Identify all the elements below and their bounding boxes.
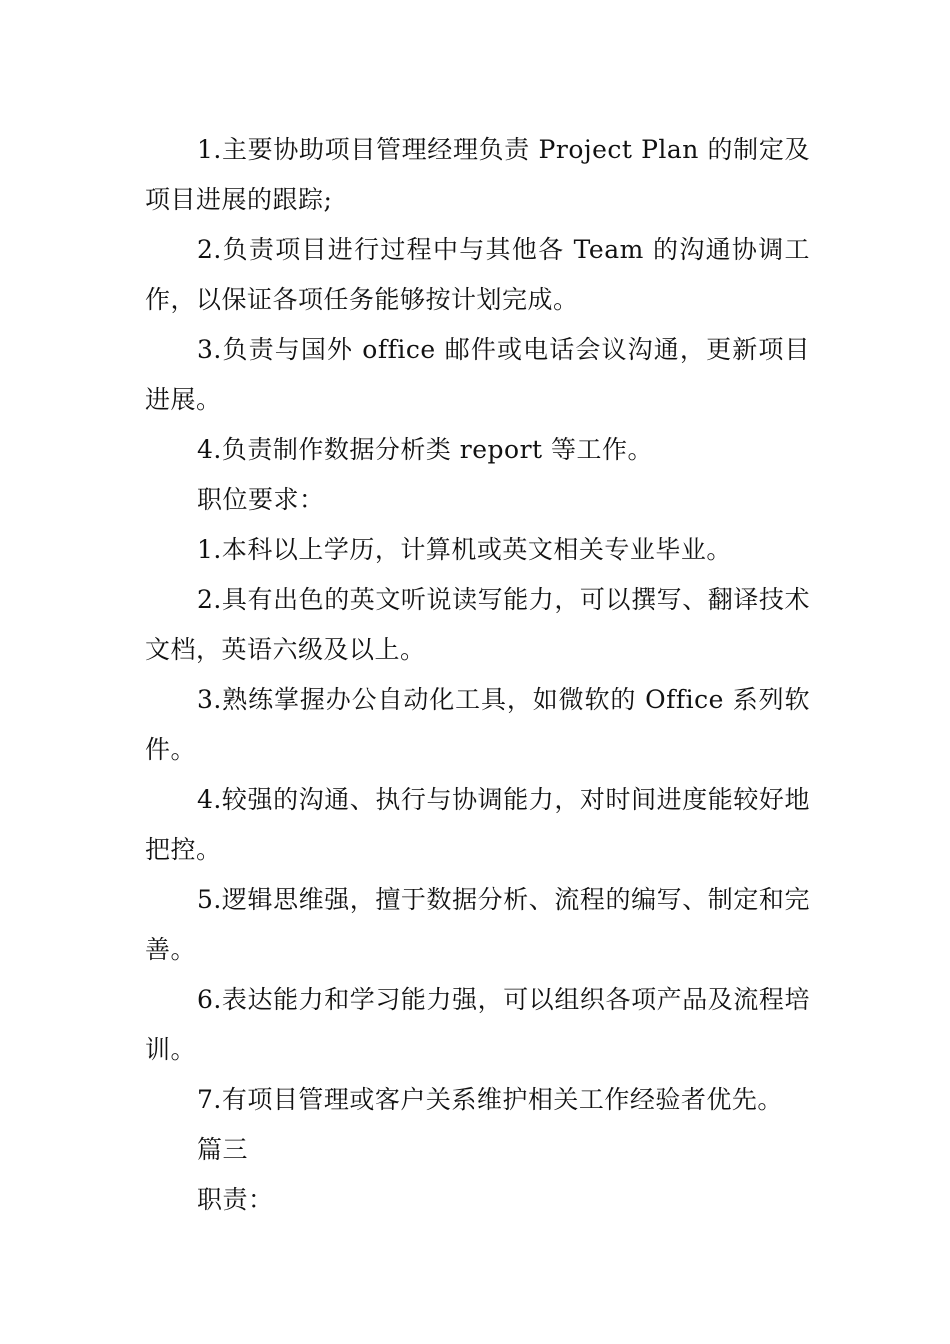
requirement-item-3: 3.熟练掌握办公自动化工具，如微软的 Office 系列软件。	[145, 685, 810, 764]
requirement-item-2: 2.具有出色的英文听说读写能力，可以撰写、翻译技术文档，英语六级及以上。	[145, 585, 810, 664]
document-page	[145, 125, 810, 1225]
requirement-item-7: 7.有项目管理或客户关系维护相关工作经验者优先。	[197, 1085, 783, 1114]
duty-item-4: 4.负责制作数据分析类 report 等工作。	[197, 435, 654, 464]
requirement-item-5: 5.逻辑思维强，擅于数据分析、流程的编写、制定和完善。	[145, 885, 810, 964]
requirements-heading: 职位要求：	[197, 485, 325, 514]
duties-heading: 职责：	[197, 1185, 274, 1214]
duty-item-1: 1.主要协助项目管理经理负责 Project Plan 的制定及项目进展的跟踪;	[145, 135, 810, 214]
requirement-item-4: 4.较强的沟通、执行与协调能力，对时间进度能较好地把控。	[145, 785, 810, 864]
requirement-item-1: 1.本科以上学历，计算机或英文相关专业毕业。	[197, 535, 732, 564]
requirement-item-6: 6.表达能力和学习能力强，可以组织各项产品及流程培训。	[145, 985, 810, 1064]
duty-item-2: 2.负责项目进行过程中与其他各 Team 的沟通协调工作，以保证各项任务能够按计划完成。	[145, 235, 810, 314]
duty-item-3: 3.负责与国外 office 邮件或电话会议沟通，更新项目进展。	[145, 335, 810, 414]
section-heading: 篇三	[197, 1135, 249, 1164]
